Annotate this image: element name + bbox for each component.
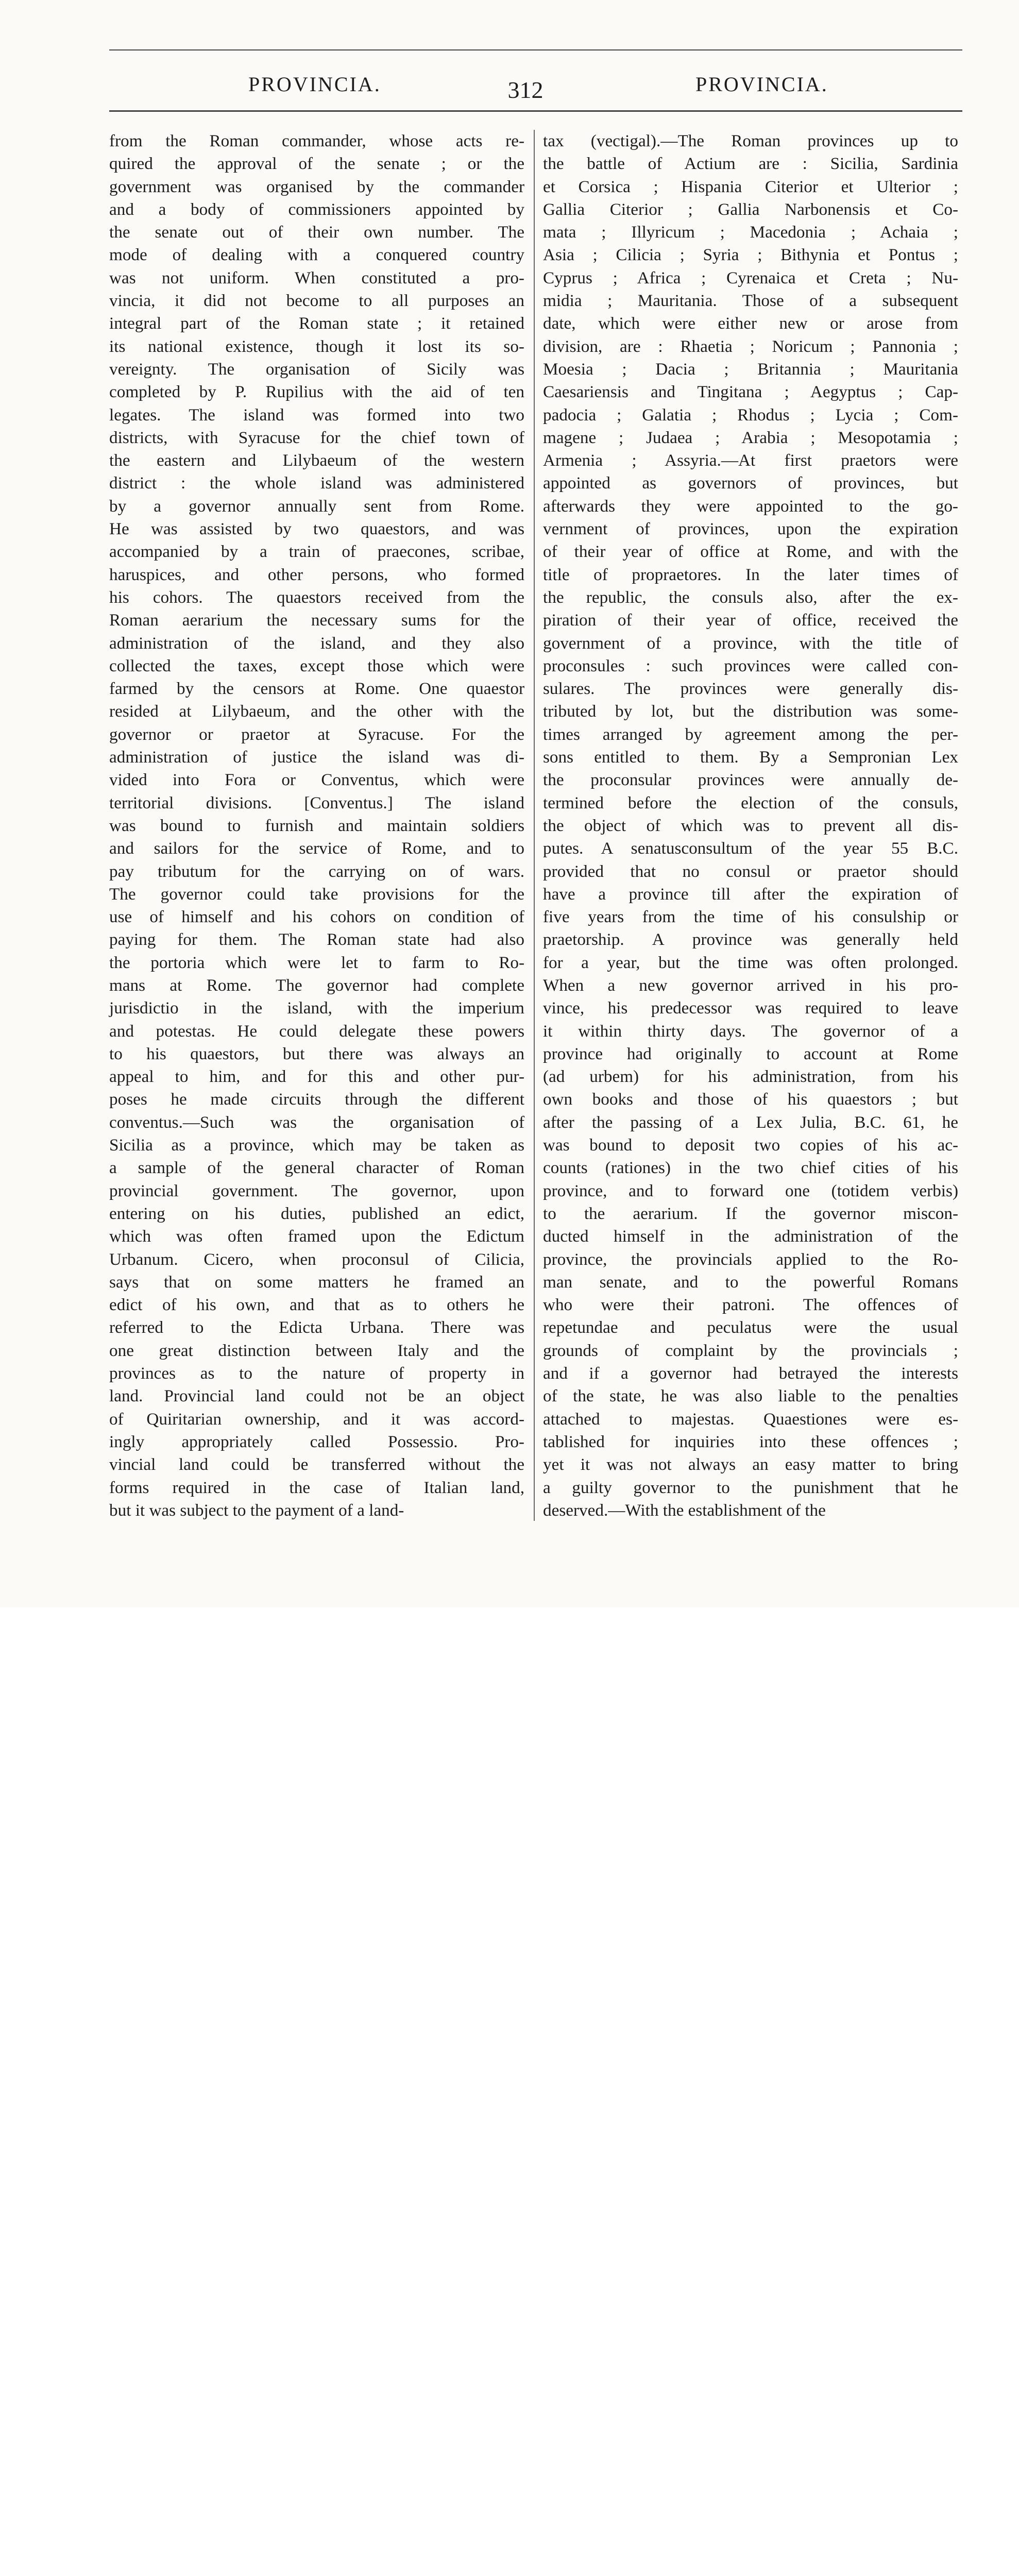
text-line: conventus.—Such was the organisation of [109,1112,524,1132]
text-line: Urbanum. Cicero, when proconsul of Cilicia, [109,1249,524,1269]
text-line: accompanied by a train of praecones, scribae, [109,542,524,562]
text-line: completed by P. Rupilius with the aid of ten [109,382,524,402]
text-line: grounds of complaint by the provincials ; [543,1341,958,1360]
text-line: resided at Lilybaeum, and the other with the [109,702,524,721]
text-line: division, are : Rhaetia ; Noricum ; Pannonia ; [543,336,958,356]
text-line: was bound to deposit two copies of his ac- [543,1136,958,1155]
text-line: haruspices, and other persons, who formed [109,565,524,584]
left-column [109,130,524,1522]
text-line: provided that no consul or praetor should [543,861,958,881]
text-line: have a province till after the expiration of [543,884,958,904]
text-line: mata ; Illyricum ; Macedonia ; Achaia ; [543,223,958,242]
text-line: the republic, the consuls also, after the ex- [543,587,958,607]
text-line: vided into Fora or Conventus, which were [109,770,524,790]
text-line: The governor could take provisions for the [109,884,524,904]
text-line: tablished for inquiries into these offences ; [543,1432,958,1451]
text-line: own books and those of his quaestors ; but [543,1090,958,1109]
text-line: and if a governor had betrayed the interests [543,1364,958,1383]
text-line: but it was subject to the payment of a land- [109,1500,404,1520]
column-divider [534,130,535,1521]
text-line: et Corsica ; Hispania Citerior et Ulterior ; [543,177,958,196]
text-line: its national existence, though it lost its so- [109,336,524,356]
text-line: afterwards they were appointed to the go- [543,496,958,516]
text-line: his cohors. The quaestors received from the [109,587,524,607]
text-line: provinces as to the nature of property in [109,1364,524,1383]
text-line: Armenia ; Assyria.—At first praetors were [543,451,958,470]
digitization-footer [0,1607,1019,1687]
text-line: administration of justice the island was di- [109,748,524,767]
text-line: title of propraetores. In the later times of [543,565,958,584]
text-line: province, and to forward one (totidem verbis) [543,1181,958,1200]
text-line: for a year, but the time was often prolonged. [543,953,958,972]
text-line: paying for them. The Roman state had also [109,930,524,950]
text-line: mans at Rome. The governor had complete [109,975,524,995]
text-line: Sicilia as a province, which may be taken as [109,1136,524,1155]
text-line: tax (vectigal).—The Roman provinces up to [543,131,958,150]
text-line: province, the provincials applied to the Ro- [543,1249,958,1269]
text-line: repetundae and peculatus were the usual [543,1318,958,1337]
text-line: and sailors for the service of Rome, and to [109,839,524,858]
text-line: one great distinction between Italy and the [109,1341,524,1360]
text-line: midia ; Mauritania. Those of a subsequent [543,291,958,311]
page-number: 312 [507,77,544,103]
text-line: piration of their year of office, received the [543,611,958,630]
text-line: province had originally to account at Rome [543,1044,958,1063]
text-line: it within thirty days. The governor of a [543,1021,958,1041]
text-line: appeal to him, and for this and other pur- [109,1067,524,1087]
text-line: and a body of commissioners appointed by [109,199,524,219]
text-line: referred to the Edicta Urbana. There was [109,1318,524,1337]
text-line: vernment of provinces, upon the expiration [543,519,958,539]
text-line: deserved.—With the establishment of the [543,1500,826,1520]
text-line: district : the whole island was administered [109,473,524,493]
text-line: quired the approval of the senate ; or the [109,154,524,174]
text-line: territorial divisions. [Conventus.] The island [109,793,524,812]
text-line: praetorship. A province was generally held [543,930,958,950]
text-line: of their year of office at Rome, and with the [543,542,958,562]
text-line: Caesariensis and Tingitana ; Aegyptus ; Cap- [543,382,958,402]
text-line: proconsules : such provinces were called con- [543,656,958,675]
text-line: padocia ; Galatia ; Rhodus ; Lycia ; Com- [543,405,958,425]
text-line: sulares. The provinces were generally dis- [543,679,958,699]
text-line: times arranged by agreement among the per- [543,724,958,744]
running-head-right: PROVINCIA. [695,73,828,96]
text-line: Gallia Citerior ; Gallia Narbonensis et Co- [543,199,958,219]
text-line: magene ; Judaea ; Arabia ; Mesopotamia ; [543,428,958,447]
text-line: governor or praetor at Syracuse. For the [109,724,524,744]
text-line: He was assisted by two quaestors, and was [109,519,524,539]
text-line: government was organised by the commander [109,177,524,196]
text-line: entering on his duties, published an edict, [109,1204,524,1223]
text-line: a guilty governor to the punishment that he [543,1478,958,1497]
header-rule [109,110,962,112]
text-line: forms required in the case of Italian land, [109,1478,524,1497]
text-line: by a governor annually sent from Rome. [109,496,524,516]
text-line: a sample of the general character of Roman [109,1158,524,1178]
text-line: vince, his predecessor was required to leave [543,998,958,1018]
text-line: integral part of the Roman state ; it retained [109,314,524,333]
text-line: administration of the island, and they also [109,633,524,653]
text-line: sons entitled to them. By a Sempronian Lex [543,748,958,767]
text-line: putes. A senatusconsultum of the year 55 B.C. [543,839,958,858]
text-line: five years from the time of his consulship or [543,907,958,927]
text-line: vincia, it did not become to all purposes an [109,291,524,311]
text-line: the object of which was to prevent all dis- [543,816,958,835]
text-line: the senate out of their own number. The [109,223,524,242]
text-line: tributed by lot, but the distribution was some- [543,702,958,721]
text-line: vereignty. The organisation of Sicily was [109,359,524,379]
text-line: land. Provincial land could not be an object [109,1386,524,1406]
text-line: date, which were either new or arose from [543,314,958,333]
text-line: termined before the election of the consuls, [543,793,958,812]
text-line: provincial government. The governor, upon [109,1181,524,1200]
text-line: of Quiritarian ownership, and it was accord- [109,1409,524,1429]
text-line: counts (rationes) in the two chief cities of his [543,1158,958,1178]
text-line: collected the taxes, except those which were [109,656,524,675]
text-line: to his quaestors, but there was always an [109,1044,524,1063]
text-line: was bound to furnish and maintain soldiers [109,816,524,835]
running-head-left: PROVINCIA. [248,73,381,96]
text-line: appointed as governors of provinces, but [543,473,958,493]
text-line: after the passing of a Lex Julia, B.C. 61, he [543,1112,958,1132]
text-line: was not uniform. When constituted a pro- [109,268,524,287]
text-line: government of a province, with the title of [543,633,958,653]
text-line: Asia ; Cilicia ; Syria ; Bithynia et Pontus ; [543,245,958,265]
text-line: the proconsular provinces were annually de- [543,770,958,790]
text-line: vincial land could be transferred without the [109,1455,524,1475]
text-line: jurisdictio in the island, with the imperium [109,998,524,1018]
text-line: and potestas. He could delegate these powers [109,1021,524,1041]
text-line: Moesia ; Dacia ; Britannia ; Mauritania [543,359,958,379]
text-line: to the aerarium. If the governor miscon- [543,1204,958,1223]
text-line: the eastern and Lilybaeum of the western [109,451,524,470]
text-line: the portoria which were let to farm to Ro- [109,953,524,972]
text-line: attached to majestas. Quaestiones were es- [543,1409,958,1429]
text-line: pay tributum for the carrying on of wars. [109,861,524,881]
text-line: When a new governor arrived in his pro- [543,975,958,995]
text-line: use of himself and his cohors on condition of [109,907,524,927]
text-line: man senate, and to the powerful Romans [543,1272,958,1292]
text-line: of the state, he was also liable to the penalties [543,1386,958,1406]
text-line: Roman aerarium the necessary sums for the [109,611,524,630]
text-line: says that on some matters he framed an [109,1272,524,1292]
text-line: which was often framed upon the Edictum [109,1227,524,1246]
text-line: (ad urbem) for his administration, from his [543,1067,958,1087]
text-line: the battle of Actium are : Sicilia, Sardinia [543,154,958,174]
text-line: edict of his own, and that as to others he [109,1295,524,1315]
text-line: ducted himself in the administration of the [543,1227,958,1246]
text-line: Cyprus ; Africa ; Cyrenaica et Creta ; Nu- [543,268,958,287]
text-line: ingly appropriately called Possessio. Pro- [109,1432,524,1451]
text-line: legates. The island was formed into two [109,405,524,425]
right-column [543,130,958,1522]
top-rule [109,49,962,50]
text-line: from the Roman commander, whose acts re- [109,131,524,150]
text-line: poses he made circuits through the different [109,1090,524,1109]
text-line: districts, with Syracuse for the chief town of [109,428,524,447]
text-line: farmed by the censors at Rome. One quaestor [109,679,524,699]
text-line: who were their patroni. The offences of [543,1295,958,1315]
text-line: mode of dealing with a conquered country [109,245,524,265]
text-line: yet it was not always an easy matter to bring [543,1455,958,1475]
